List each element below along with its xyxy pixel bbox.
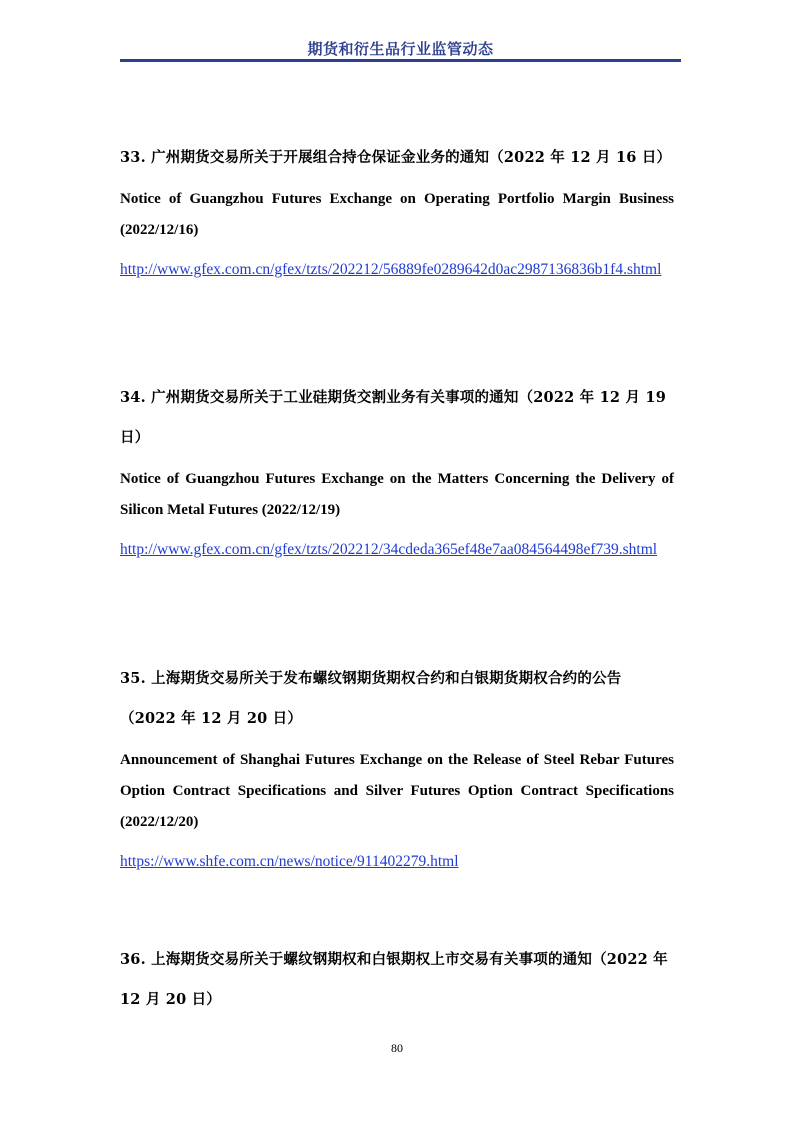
- entry-title-en: Notice of Guangzhou Futures Exchange on the Matters Concerning the Delivery of Silicon Metal Futures (2022/12/19): [120, 471, 674, 518]
- entry-link[interactable]: https://www.shfe.com.cn/news/notice/911402279.html: [120, 853, 459, 870]
- entry-36: [120, 940, 674, 1020]
- entry-title-zh: 33. 广州期货交易所关于开展组合持仓保证金业务的通知（2022 年 12 月 16 日）: [120, 149, 672, 166]
- entry-35: [120, 659, 674, 877]
- entry-33: [120, 138, 674, 285]
- page-number: 80: [391, 1041, 403, 1055]
- entry-title-zh: 35. 上海期货交易所关于发布螺纹钢期货期权合约和白银期货期权合约的公告（2022 年 12 月 20 日）: [120, 670, 622, 727]
- entry-34: [120, 378, 674, 565]
- entry-title-en: Announcement of Shanghai Futures Exchange on the Release of Steel Rebar Futures Option Contract Specifications and Silver Futures Option Contract Specifications (2022/12/20): [120, 752, 674, 830]
- entry-title-zh: 34. 广州期货交易所关于工业硅期货交割业务有关事项的通知（2022 年 12 月 19 日）: [120, 389, 666, 446]
- header-rule: [120, 59, 681, 62]
- entry-title-en: Notice of Guangzhou Futures Exchange on Operating Portfolio Margin Business (2022/12/16): [120, 191, 674, 238]
- running-header-title: 期货和衍生品行业监管动态: [307, 40, 494, 58]
- entry-title-zh: 36. 上海期货交易所关于螺纹钢期权和白银期权上市交易有关事项的通知（2022 年 12 月 20 日）: [120, 951, 668, 1008]
- entry-link[interactable]: http://www.gfex.com.cn/gfex/tzts/202212/56889fe0289642d0ac2987136836b1f4.shtml: [120, 261, 662, 278]
- entry-link[interactable]: http://www.gfex.com.cn/gfex/tzts/202212/34cdeda365ef48e7aa084564498ef739.shtml: [120, 541, 658, 558]
